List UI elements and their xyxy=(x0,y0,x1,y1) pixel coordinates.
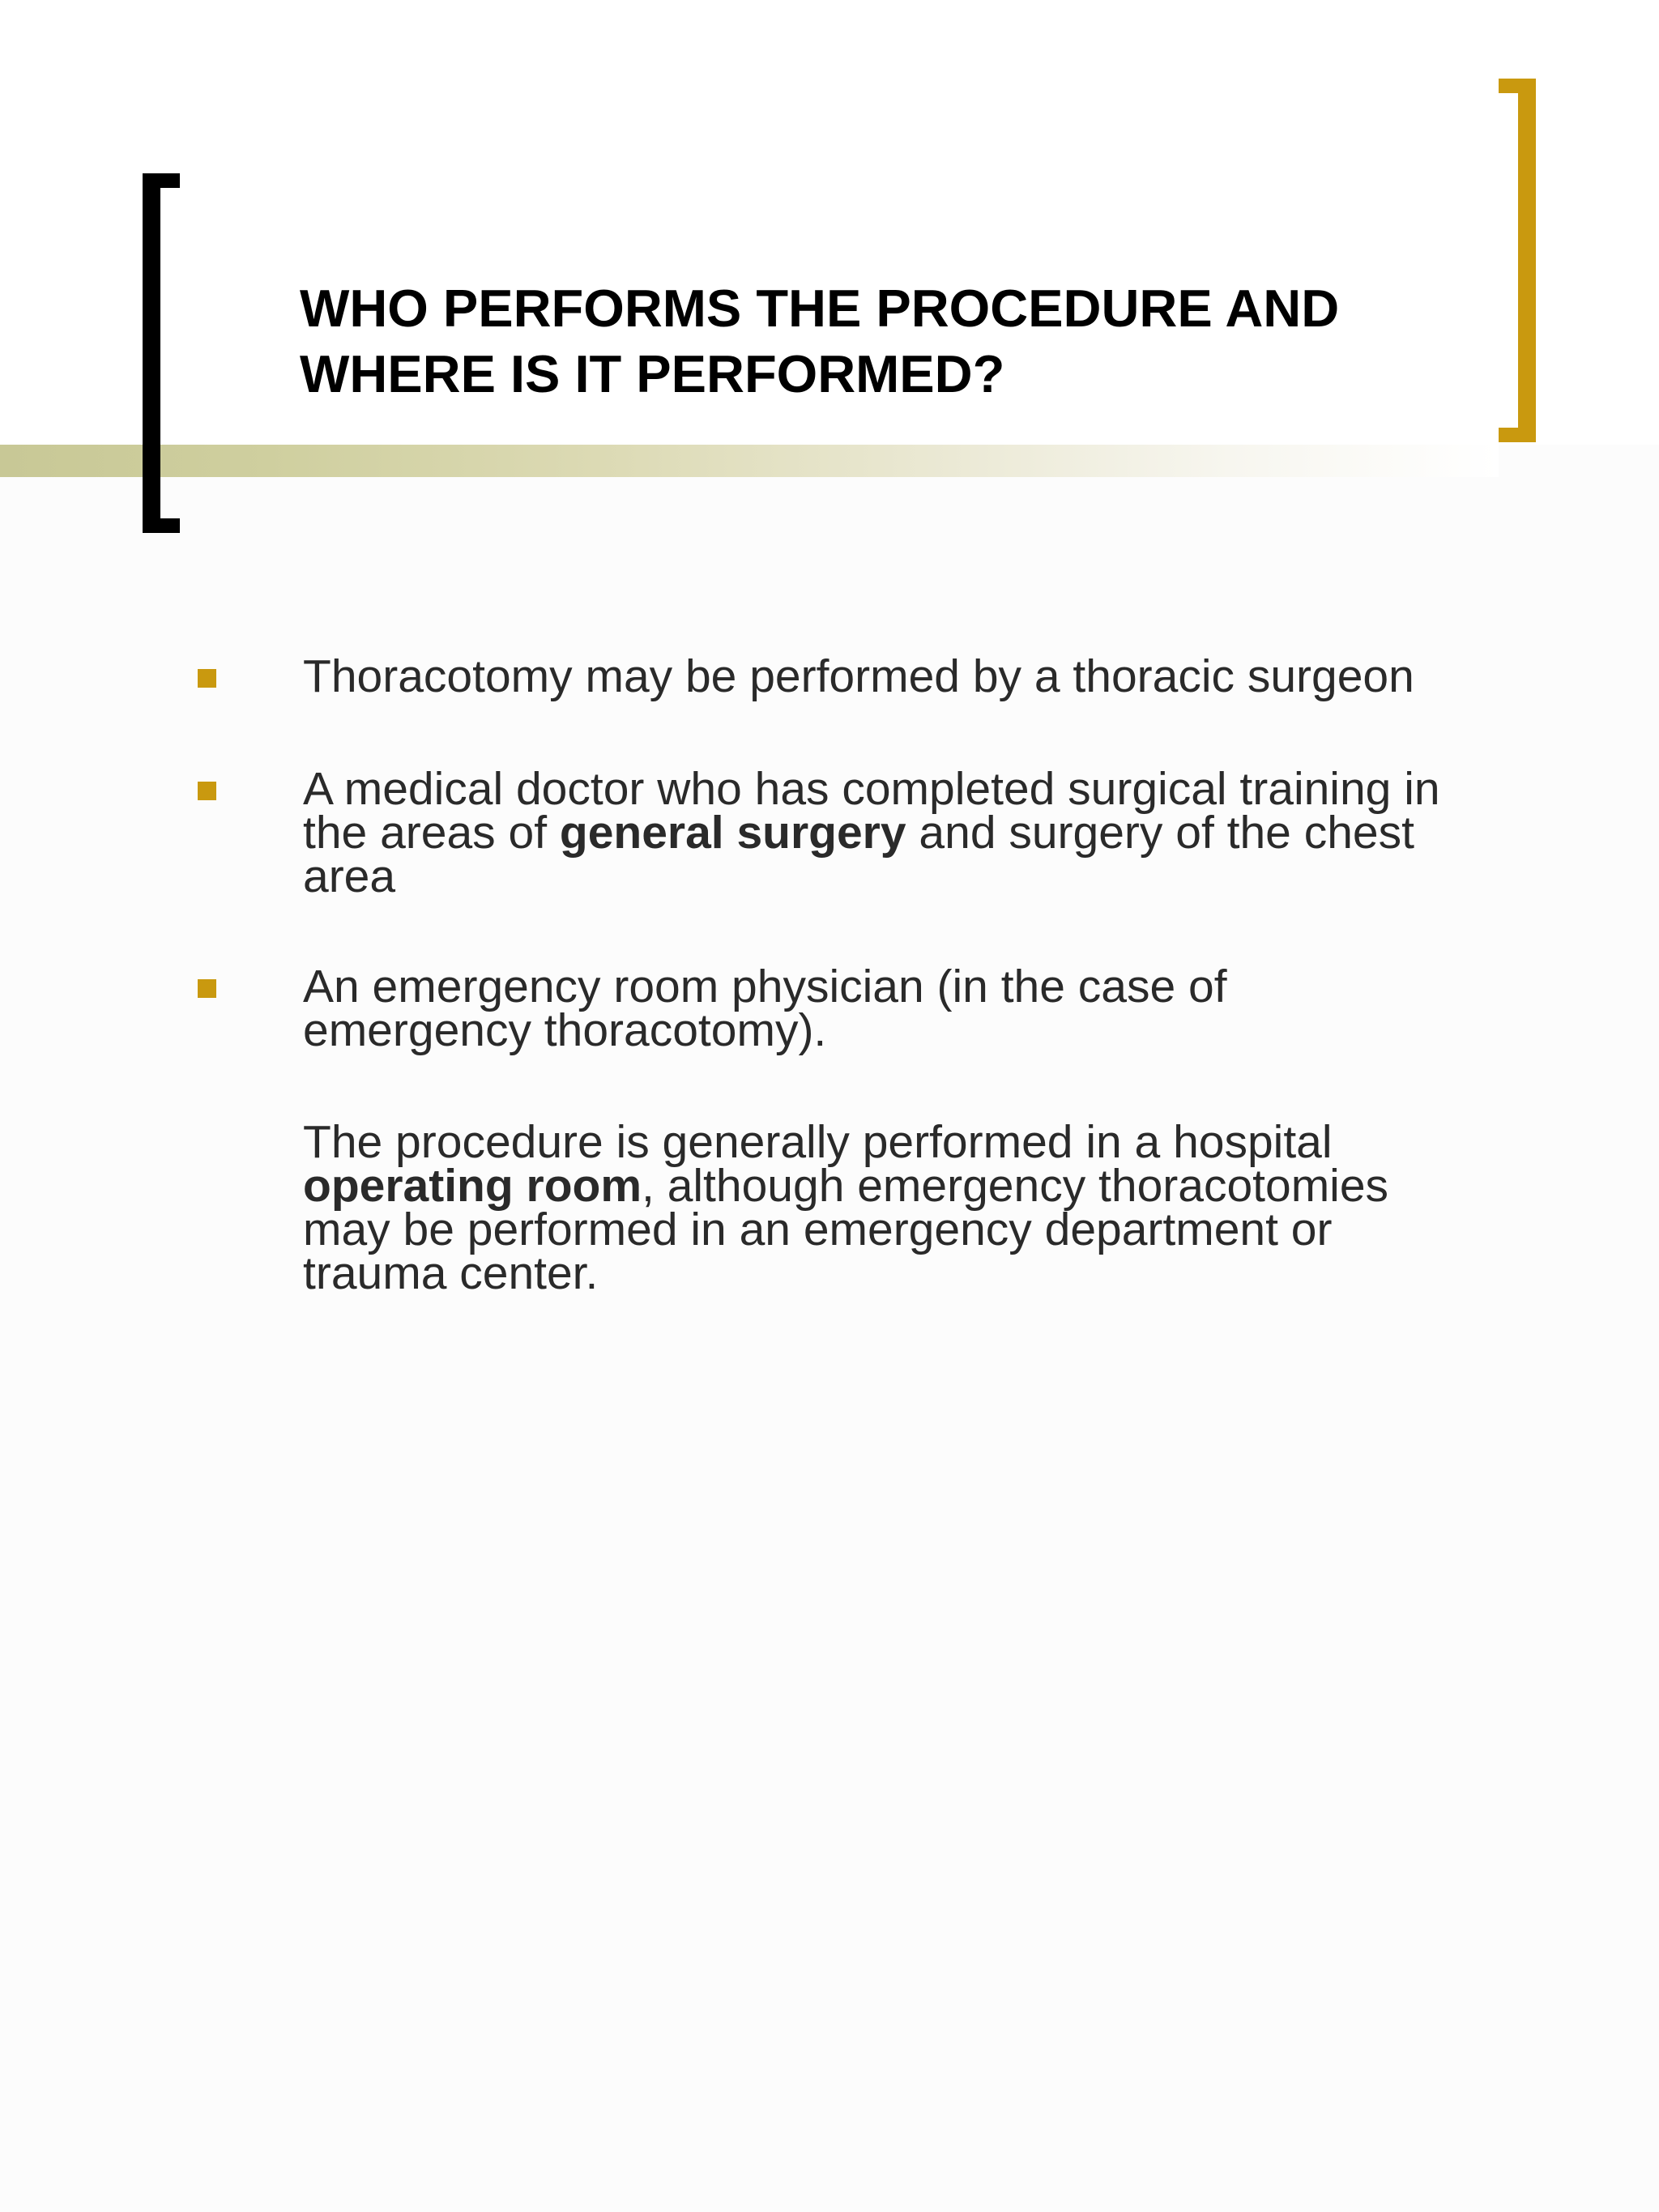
bullet-2-line-2-prefix: the areas of xyxy=(303,807,560,859)
slide-title xyxy=(300,275,1450,407)
bullet-3-line-1: An emergency room physician (in the case of xyxy=(303,961,1227,1012)
paragraph-line-1: The procedure is generally performed in a hospital xyxy=(303,1116,1333,1168)
bullet-3-line-2: emergency thoracotomy). xyxy=(303,1004,827,1056)
procedure-location-paragraph xyxy=(303,1116,1542,1299)
general-surgery-emphasis: general surgery xyxy=(559,807,906,859)
bullet-2-line-1: A medical doctor who has completed surgical training in xyxy=(303,763,1440,815)
paragraph-line-4: trauma center. xyxy=(303,1247,599,1299)
bullet-1-text: Thoracotomy may be performed by a thoracic surgeon xyxy=(303,650,1414,702)
accent-gradient-bar xyxy=(0,445,1499,477)
square-bullet-icon xyxy=(198,669,216,688)
square-bullet-icon xyxy=(198,782,216,800)
paragraph-line-2-suffix: , although emergency thoracotomies xyxy=(642,1160,1389,1212)
bullet-text-medical-doctor xyxy=(303,763,1542,902)
right-square-bracket-icon xyxy=(1499,79,1536,442)
bullet-text-emergency-physician xyxy=(303,961,1542,1056)
left-square-bracket-icon xyxy=(143,173,180,533)
bullet-2-line-3: area xyxy=(303,850,396,902)
bullet-text-thoracic-surgeon xyxy=(303,650,1542,702)
slide-title-line-1: WHO PERFORMS THE PROCEDURE AND xyxy=(300,279,1340,338)
slide-title-line-2: WHERE IS IT PERFORMED? xyxy=(300,344,1005,403)
paragraph-line-3: may be performed in an emergency department or xyxy=(303,1204,1333,1255)
bullet-2-line-2-suffix: and surgery of the chest xyxy=(906,807,1414,859)
square-bullet-icon xyxy=(198,979,216,998)
operating-room-emphasis: operating room xyxy=(303,1160,642,1212)
